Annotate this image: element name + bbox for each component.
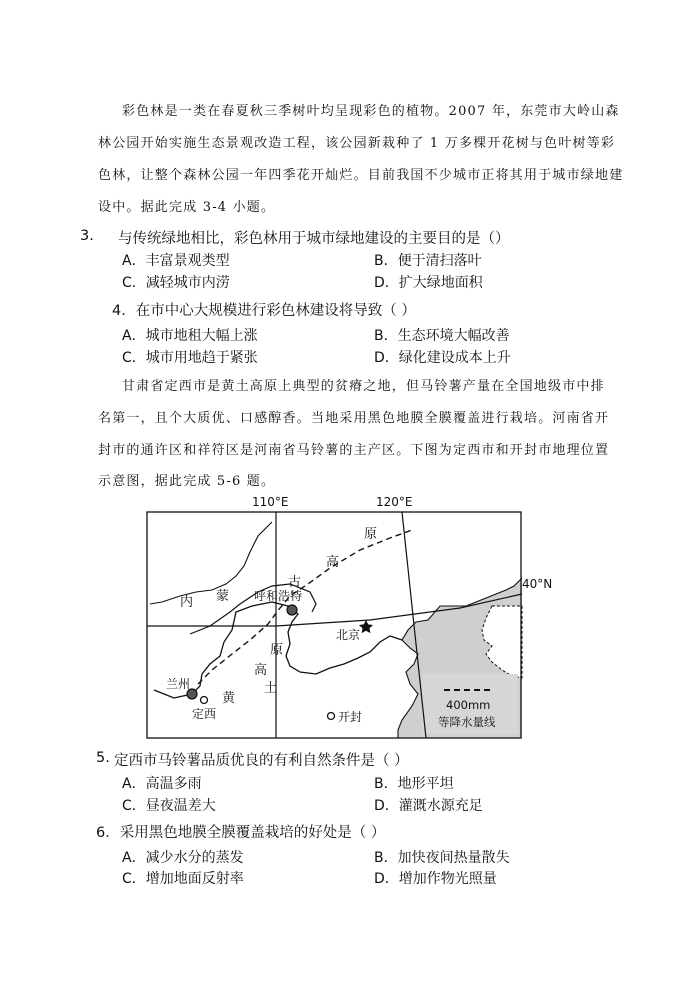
label-lat-40: 40°N: [522, 577, 553, 591]
question-5-number: 5.: [96, 750, 110, 766]
label-gu: 古: [288, 575, 302, 590]
dingxi-marker: [201, 697, 208, 704]
location-map: [140, 494, 560, 742]
question-3-option-d[interactable]: D．扩大绿地面积: [374, 275, 483, 291]
label-hohhot: 呼和浩特: [254, 589, 303, 603]
question-4-option-a[interactable]: A．城市地租大幅上涨: [122, 328, 258, 344]
legend-label: 等降水量线: [438, 715, 496, 729]
question-4-option-d[interactable]: D．绿化建设成本上升: [374, 350, 511, 366]
legend-value: 400mm: [446, 698, 491, 712]
question-6-option-c[interactable]: C．增加地面反射率: [122, 871, 244, 887]
question-5-option-c[interactable]: C．昼夜温差大: [122, 798, 216, 814]
question-6-option-b[interactable]: B．加快夜间热量散失: [374, 850, 510, 866]
passage-2-line-3: 封市的通许区和祥符区是河南省马铃薯的主产区。下图为定西市和开封市地理位置: [98, 443, 610, 458]
question-3-option-b[interactable]: B．便于清扫落叶: [374, 253, 482, 269]
question-5-stem: 定西市马铃薯品质优良的有利自然条件是（ ）: [114, 753, 409, 769]
label-kaifeng: 开封: [338, 710, 363, 724]
label-yuan-top: 原: [364, 527, 378, 542]
question-3-option-c[interactable]: C．减轻城市内涝: [122, 275, 230, 291]
kaifeng-marker: [328, 713, 335, 720]
label-lon-120: 120°E: [376, 495, 413, 509]
question-6-option-d[interactable]: D．增加作物光照量: [374, 871, 497, 887]
label-yuan-mid: 原: [270, 643, 284, 658]
passage-2-line-2: 名第一，且个大质优、口感醇香。当地采用黑色地膜全膜覆盖进行栽培。河南省开: [98, 411, 610, 426]
label-tu: 土: [264, 681, 278, 696]
label-meng: 蒙: [216, 589, 230, 604]
question-6-option-a[interactable]: A．减少水分的蒸发: [122, 850, 244, 866]
label-dingxi: 定西: [192, 707, 217, 721]
question-3-option-a[interactable]: A．丰富景观类型: [122, 253, 230, 269]
label-huang: 黄: [222, 691, 236, 706]
label-lon-110: 110°E: [252, 495, 289, 509]
isohyet-400mm: [198, 530, 412, 684]
label-nei: 内: [180, 595, 194, 610]
label-gao-top: 高: [326, 555, 340, 570]
label-beijing: 北京: [336, 628, 361, 642]
question-3-stem: 与传统绿地相比，彩色林用于城市绿地建设的主要目的是（）: [118, 231, 510, 247]
question-5-option-b[interactable]: B．地形平坦: [374, 776, 454, 792]
question-5-option-a[interactable]: A．高温多雨: [122, 776, 202, 792]
label-gao-low: 高: [254, 663, 268, 678]
question-4-option-c[interactable]: C．城市用地趋于紧张: [122, 350, 258, 366]
question-4-option-b[interactable]: B．生态环境大幅改善: [374, 328, 510, 344]
question-4-stem: 4．在市中心大规模进行彩色林建设将导致（ ）: [112, 303, 416, 319]
passage-1-line-4: 设中。据此完成 3-4 小题。: [98, 200, 276, 215]
passage-1-line-1: 彩色林是一类在春夏秋三季树叶均呈现彩色的植物。2007 年，东莞市大岭山森: [122, 104, 620, 119]
passage-2-line-1: 甘肃省定西市是黄土高原上典型的贫瘠之地，但马铃薯产量在全国地级市中排: [122, 379, 605, 394]
hohhot-marker: [287, 605, 297, 615]
label-lanzhou: 兰州: [166, 677, 191, 691]
question-5-option-d[interactable]: D．灌溉水源充足: [374, 798, 483, 814]
passage-1-line-2: 林公园开始实施生态景观改造工程，该公园新栽种了 1 万多棵开花树与色叶树等彩: [98, 136, 616, 151]
beijing-star-icon: [359, 620, 373, 633]
question-3-number: 3.: [80, 228, 94, 244]
question-6-stem: 6．采用黑色地膜全膜覆盖栽培的好处是（ ）: [96, 825, 386, 841]
passage-1-line-3: 色林，让整个森林公园一年四季花开灿烂。目前我国不少城市正将其用于城市绿地建: [98, 168, 624, 183]
passage-2-line-4: 示意图，据此完成 5-6 题。: [98, 474, 276, 489]
